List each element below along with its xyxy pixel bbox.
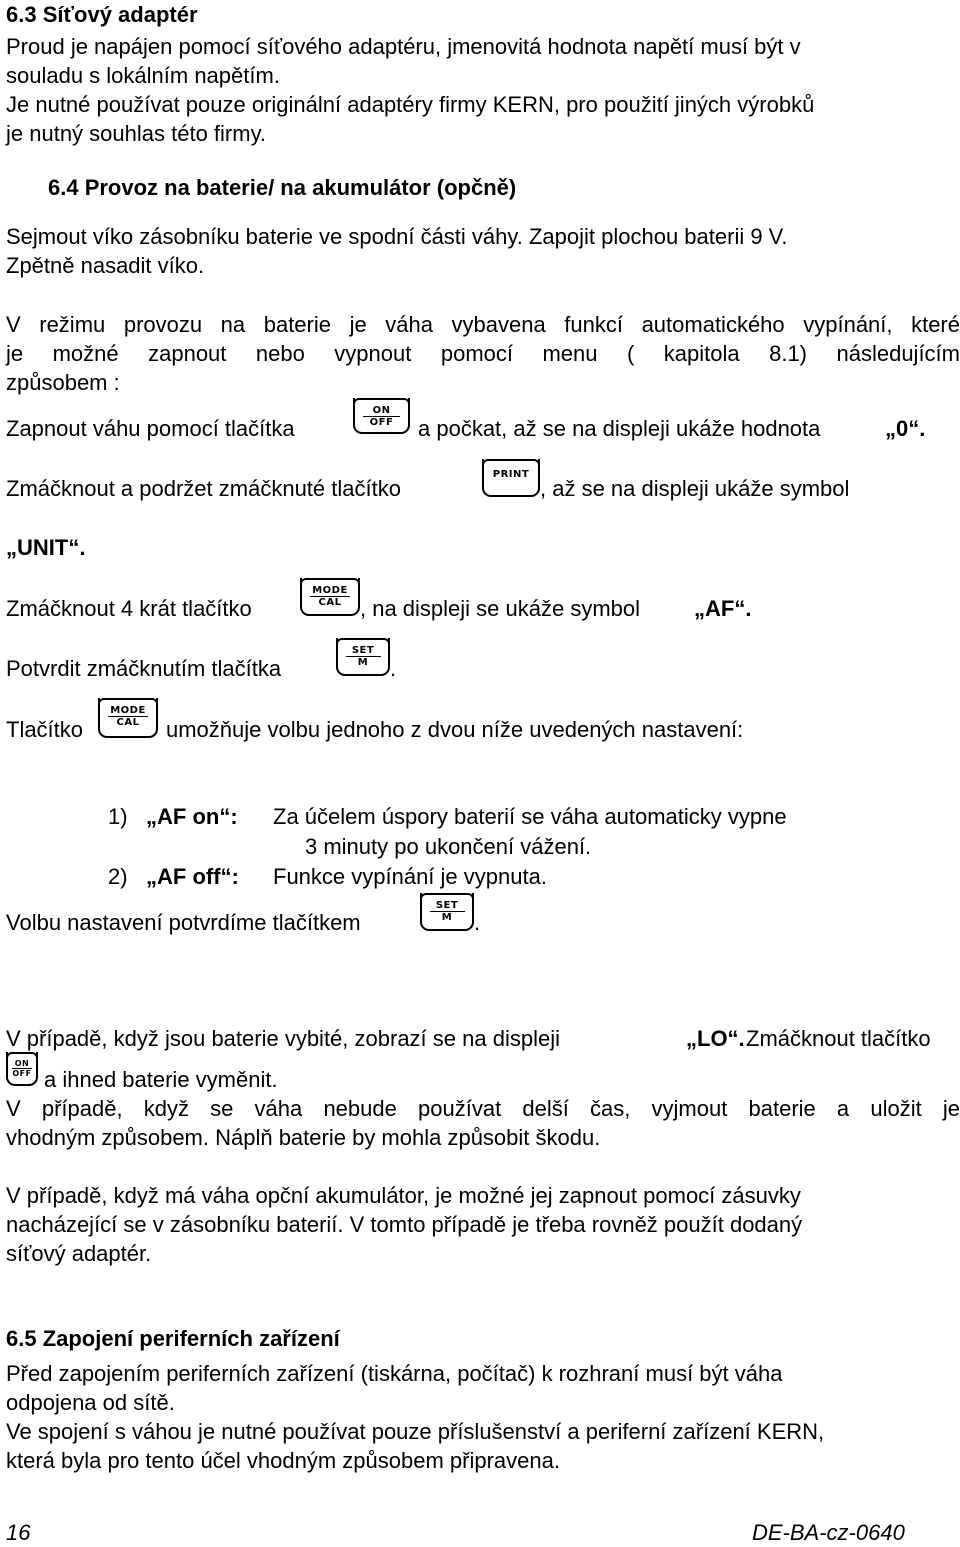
option-2-number: 2)	[108, 864, 128, 889]
storage-line-2: vhodným způsobem. Náplň baterie by mohla způsobit škodu.	[6, 1125, 601, 1150]
step1-text-b: a počkat, až se na displeji ukáže hodnota	[418, 416, 821, 441]
lo-text: V případě, když jsou baterie vybité, zobrazí se na displeji	[6, 1026, 560, 1051]
step5-text-b: umožňuje volbu jednoho z dvou níže uvedených nastavení:	[166, 717, 744, 742]
set-label: SET	[351, 645, 375, 656]
s65-line-3: Ve spojení s váhou je nutné používat pouze příslušenství a periferní zařízení KERN,	[6, 1419, 825, 1444]
confirm-end: .	[474, 910, 481, 935]
document-code: DE-BA-cz-0640	[752, 1520, 905, 1545]
s65-line-1: Před zapojením periferních zařízení (tiskárna, počítač) k rozhraní musí být váha	[6, 1361, 783, 1386]
s65-line-2: odpojena od sítě.	[6, 1390, 175, 1415]
mode-cal-key-icon	[300, 578, 360, 616]
step2-text-b: , až se na displeji ukáže symbol	[540, 476, 850, 501]
accu-line-2: nacházející se v zásobníku baterií. V tomto případě je třeba rovněž použít dodaný	[6, 1212, 803, 1237]
on-off-key-icon-2	[6, 1052, 38, 1086]
set-m-key-icon-2	[420, 893, 474, 931]
mode-label-2: MODE	[110, 705, 146, 716]
section-6-4-title: 6.4 Provoz na baterie/ na akumulátor (opčně)	[48, 175, 517, 200]
off-label-2: OFF	[12, 1069, 32, 1078]
s64-para-line-3: způsobem :	[6, 370, 120, 395]
s63-line-3: Je nutné používat pouze originální adaptéry firmy KERN, pro použití jiných výrobků	[6, 92, 815, 117]
set-label-2: SET	[435, 900, 459, 911]
step1-value: „0“.	[885, 416, 926, 441]
step2-text: Zmáčknout a podržet zmáčknuté tlačítko	[6, 476, 401, 501]
s63-line-4: je nutný souhlas této firmy.	[6, 121, 267, 146]
accu-line-1: V případě, když má váha opční akumulátor, je možné jej zapnout pomocí zásuvky	[6, 1183, 801, 1208]
accu-line-3: síťový adaptér.	[6, 1241, 152, 1266]
option-2-key: „AF off“:	[146, 864, 239, 889]
page-number: 16	[6, 1520, 31, 1545]
step4-text: Potvrdit zmáčknutím tlačítka	[6, 656, 282, 681]
step5-text: Tlačítko	[6, 717, 84, 742]
confirm-text: Volbu nastavení potvrdíme tlačítkem	[6, 910, 361, 935]
s65-line-4: která byla pro tento účel vhodným způsobem připravena.	[6, 1448, 560, 1473]
option-1-number: 1)	[108, 804, 128, 829]
s63-line-2: souladu s lokálním napětím.	[6, 63, 280, 88]
storage-line-1: V případě, když se váha nebude používat delší čas, vyjmout baterie a uložit je	[6, 1096, 960, 1121]
off-label: OFF	[369, 417, 394, 428]
s63-line-1: Proud je napájen pomocí síťového adaptéru, jmenovitá hodnota napětí musí být v	[6, 34, 801, 59]
on-label-2: ON	[14, 1059, 30, 1068]
s64-line-1: Sejmout víko zásobníku baterie ve spodní části váhy. Zapojit plochou baterii 9 V.	[6, 224, 788, 249]
set-m-key-icon	[336, 638, 390, 676]
m-label: M	[357, 657, 369, 668]
print-key-icon	[482, 459, 540, 497]
option-1-text: Za účelem úspory baterií se váha automaticky vypne	[273, 804, 787, 829]
cal-label: CAL	[318, 597, 342, 608]
step1-text: Zapnout váhu pomocí tlačítka	[6, 416, 295, 441]
step3-text: Zmáčknout 4 krát tlačítko	[6, 596, 252, 621]
s64-para-line-2: je možné zapnout nebo vypnout pomocí menu ( kapitola 8.1) následujícím	[6, 341, 960, 366]
mode-cal-key-icon-2	[98, 698, 158, 738]
section-6-5-title: 6.5 Zapojení periferních zařízení	[6, 1326, 340, 1351]
cal-label-2: CAL	[116, 717, 140, 728]
step4-end: .	[390, 656, 397, 681]
mode-label: MODE	[312, 585, 348, 596]
step2-symbol: „UNIT“.	[6, 535, 86, 560]
on-off-key-icon	[353, 398, 410, 434]
on-label: ON	[372, 405, 391, 416]
s64-para-line-1: V režimu provozu na baterie je váha vybavena funkcí automatického vypínání, které	[6, 312, 960, 337]
option-1-text-2: 3 minuty po ukončení vážení.	[305, 834, 592, 859]
s64-line-2: Zpětně nasadit víko.	[6, 253, 205, 278]
lo-symbol: „LO“.	[686, 1026, 745, 1051]
option-2-text: Funkce vypínání je vypnuta.	[273, 864, 547, 889]
m-label-2: M	[441, 912, 453, 923]
lo-text-c: Zmáčknout tlačítko	[746, 1026, 931, 1051]
section-6-3-title: 6.3 Síťový adaptér	[6, 2, 198, 27]
print-label: PRINT	[492, 469, 530, 480]
lo-text-2: a ihned baterie vyměnit.	[44, 1067, 278, 1092]
step3-text-b: , na displeji se ukáže symbol	[360, 596, 641, 621]
option-1-key: „AF on“:	[146, 804, 238, 829]
step3-symbol: „AF“.	[694, 596, 752, 621]
